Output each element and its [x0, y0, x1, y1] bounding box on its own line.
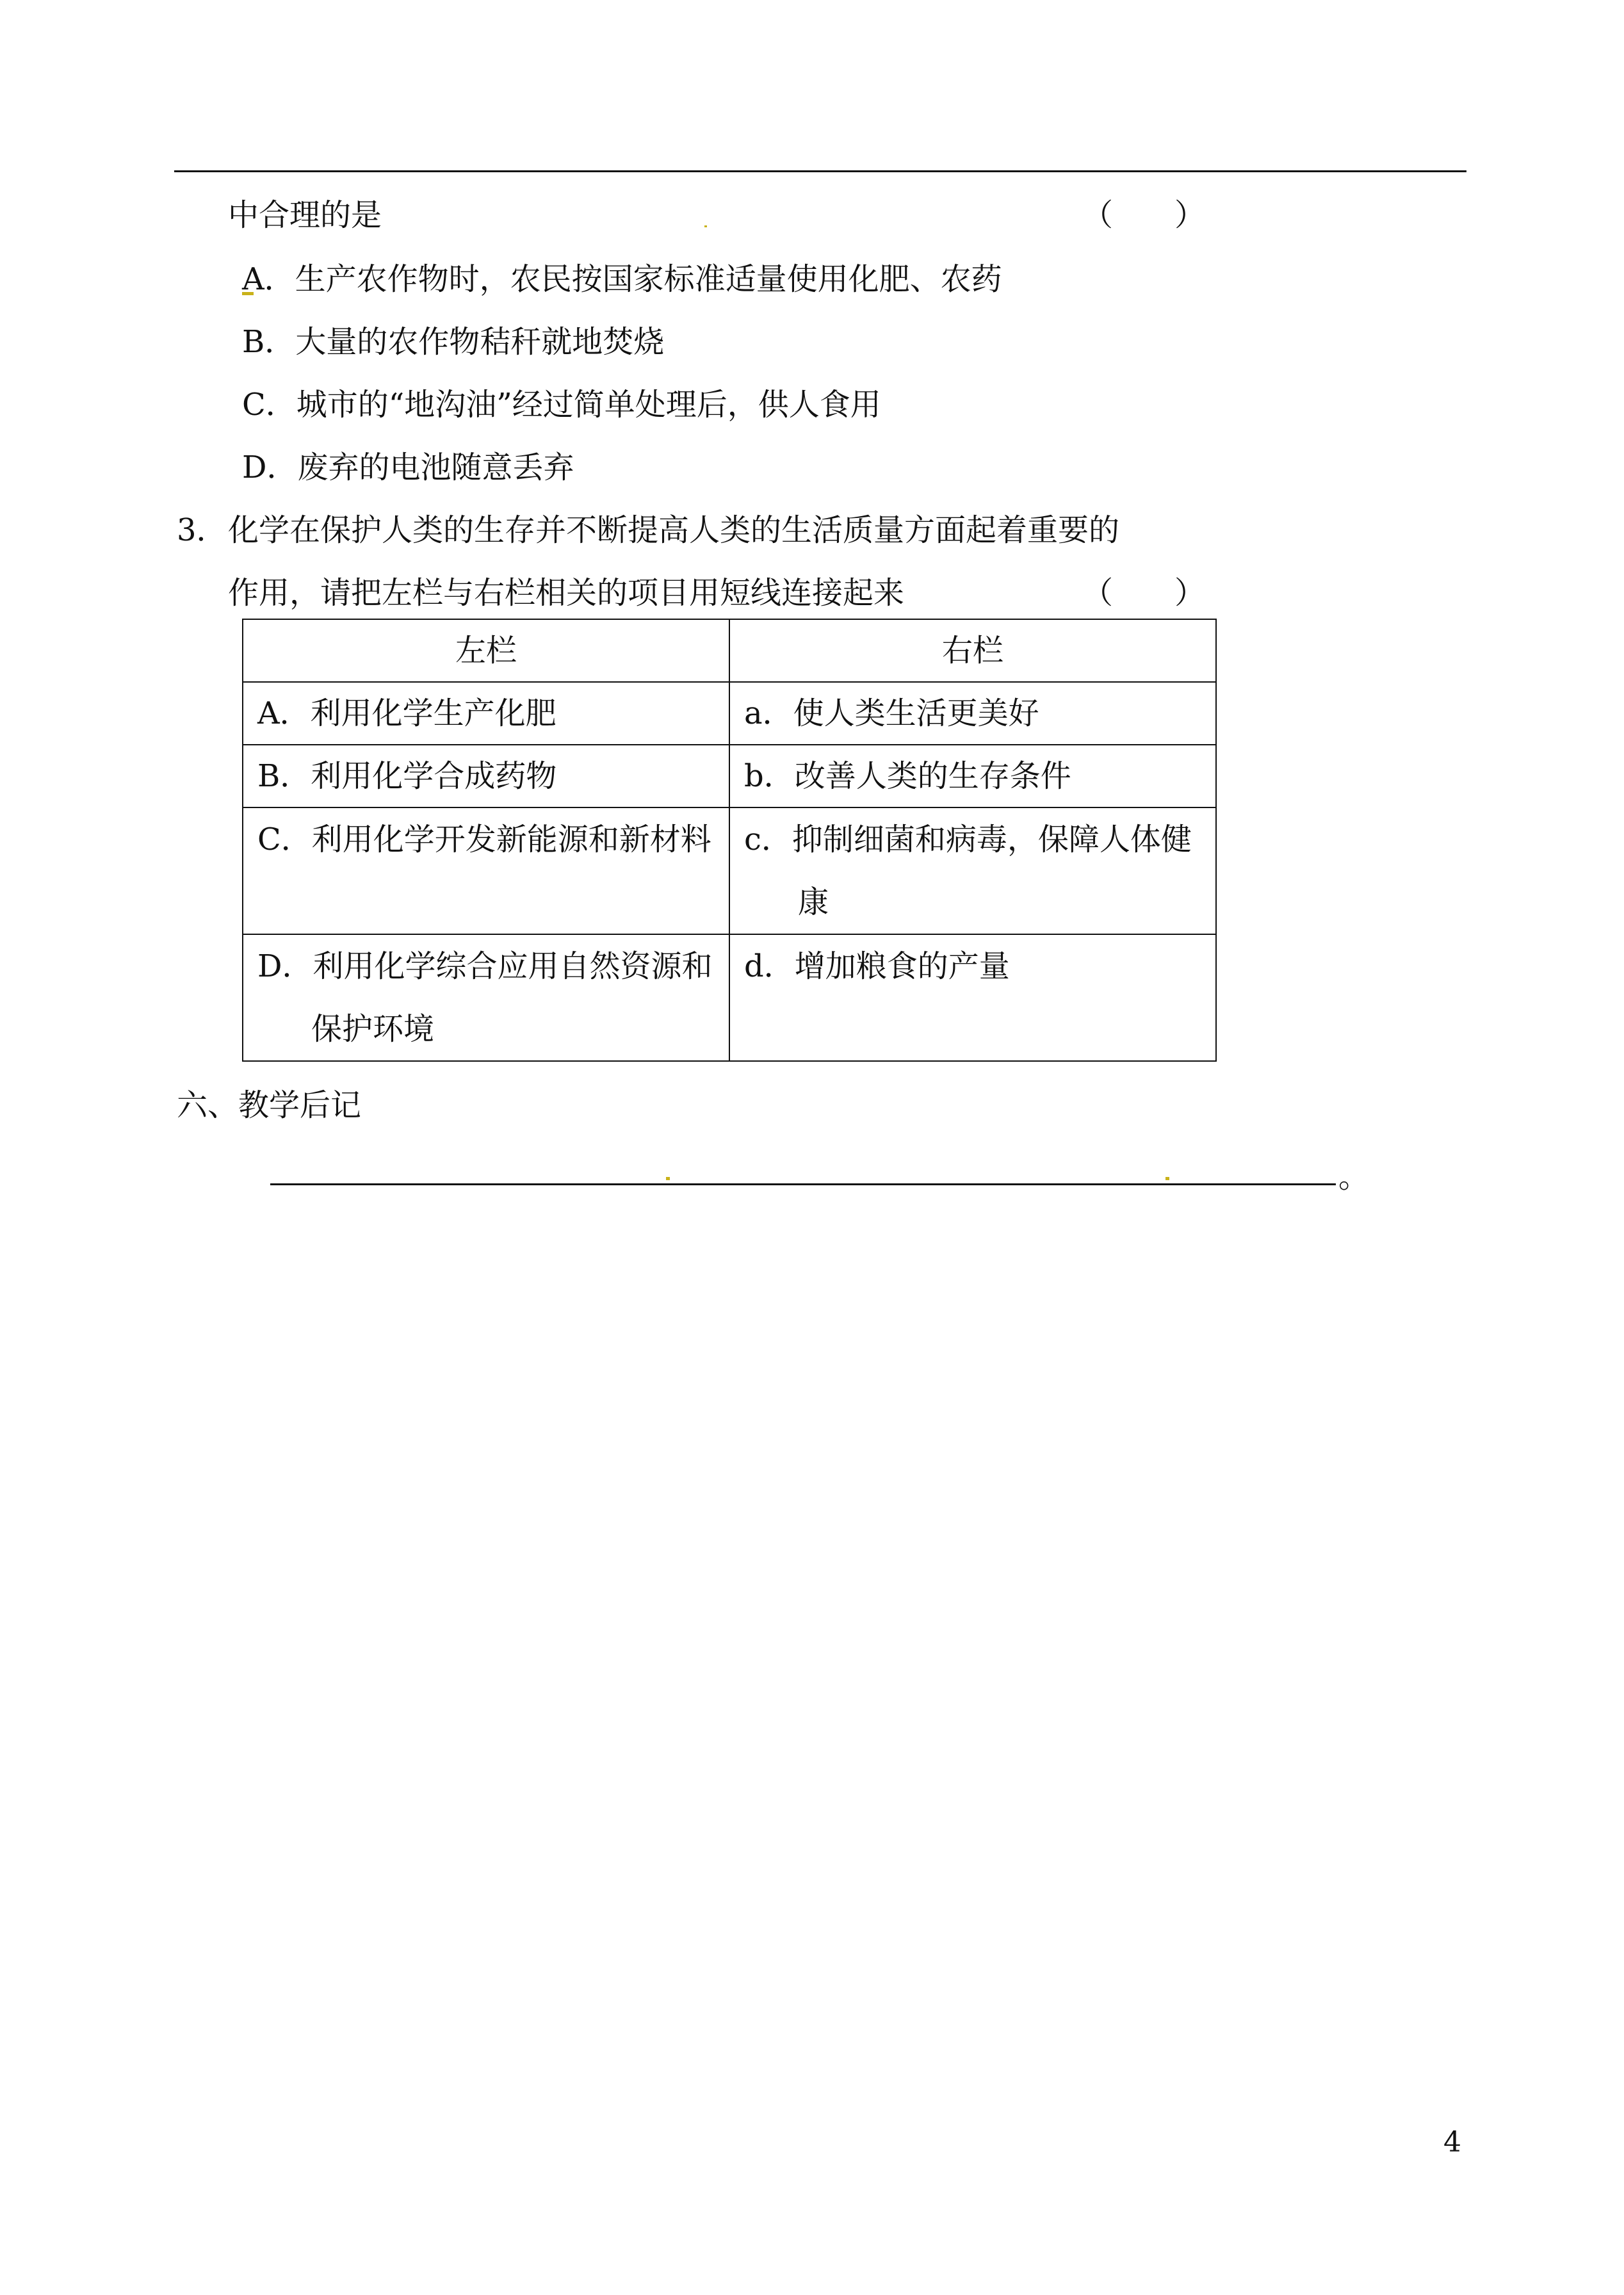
- right-item-c: [729, 807, 1216, 934]
- right-item-b-text: b．改善人类的生存条件: [744, 758, 1071, 794]
- question-3-number: 3．: [177, 512, 227, 548]
- answer-blank-line: [270, 1183, 1336, 1185]
- question-2-option-d: D．废弃的电池随意丢弃: [242, 450, 574, 485]
- question-3-stem-line-2: 作用，请把左栏与右栏相关的项目用短线连接起来: [228, 575, 905, 611]
- right-item-a-text: a．使人类生活更美好: [744, 695, 1039, 731]
- right-item-d: [729, 934, 1216, 1061]
- left-item-b: [243, 745, 729, 807]
- table-row: [243, 934, 1216, 1061]
- matching-table: [242, 619, 1217, 1062]
- table-row: [243, 745, 1216, 807]
- left-item-a-text: A．利用化学生产化肥: [257, 695, 556, 731]
- question-3-answer-paren: （ ）: [1082, 575, 1206, 611]
- left-item-b-text: B．利用化学合成药物: [257, 758, 557, 794]
- answer-blank-period: 。: [1338, 1159, 1370, 1195]
- scan-speck: [704, 225, 707, 227]
- left-item-a: [243, 682, 729, 745]
- question-2-answer-paren: （ ）: [1082, 197, 1206, 233]
- question-2-option-b: B．大量的农作物秸秆就地焚烧: [242, 324, 665, 360]
- table-row: [243, 682, 1216, 745]
- header-rule: [174, 170, 1466, 172]
- right-item-c-text: c．抑制细菌和病毒，保障人体健康: [744, 822, 1192, 920]
- table-header-row: [243, 619, 1216, 682]
- right-item-d-text: d．增加粮食的产量: [744, 948, 1010, 984]
- question-2-stem-tail: 中合理的是: [228, 197, 382, 233]
- right-item-b: [729, 745, 1216, 807]
- question-3-stem-line-1: 化学在保护人类的生存并不断提高人类的生活质量方面起着重要的: [228, 512, 1120, 548]
- right-column-header: 右栏: [729, 619, 1216, 682]
- scan-speck: [1165, 1177, 1169, 1180]
- left-item-c: [243, 807, 729, 934]
- section-6-heading: 六、教学后记: [177, 1087, 362, 1123]
- left-column-header: 左栏: [243, 619, 729, 682]
- question-2-option-a: A．生产农作物时，农民按国家标准适量使用化肥、农药: [242, 261, 1002, 297]
- table-row: [243, 807, 1216, 934]
- left-item-d: [243, 934, 729, 1061]
- left-item-c-text: C．利用化学开发新能源和新材料: [257, 822, 711, 857]
- question-2-option-c: C．城市的“地沟油”经过简单处理后，供人食用: [242, 387, 881, 423]
- page-number: 4: [1443, 2126, 1461, 2159]
- left-item-d-text: D．利用化学综合应用自然资源和保护环境: [257, 948, 713, 1047]
- right-item-a: [729, 682, 1216, 745]
- scan-speck: [666, 1177, 670, 1180]
